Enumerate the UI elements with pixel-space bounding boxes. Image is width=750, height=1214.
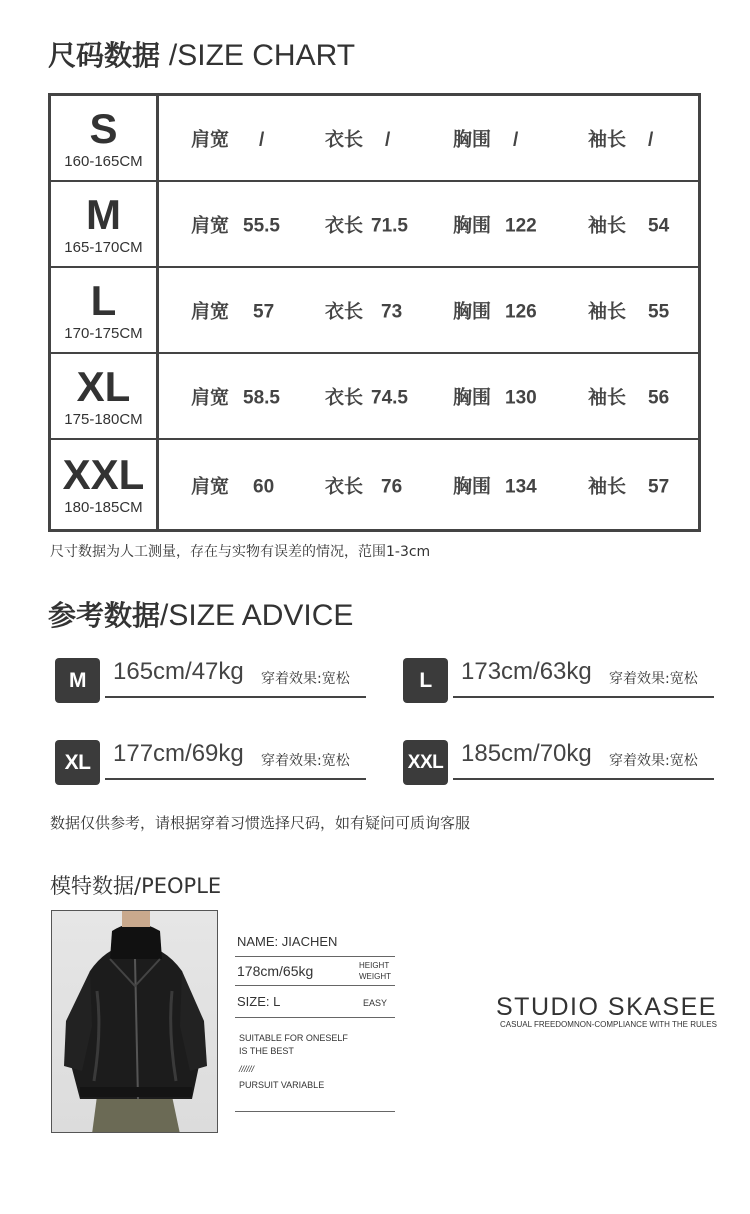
size-label: M (86, 190, 121, 238)
size-range: 165-170CM (64, 238, 143, 256)
size-label: XXL (62, 451, 145, 498)
table-row (51, 96, 698, 182)
advice-item (403, 736, 715, 786)
chest-measure: 胸围 130 (453, 386, 537, 409)
advice-item (403, 654, 715, 704)
model-name: NAME: JIACHEN (237, 934, 338, 949)
size-label: XL (76, 362, 131, 410)
sleeve-measure: 袖长 54 (588, 214, 670, 237)
brand-tagline: CASUAL FREEDOMNON-COMPLIANCE WITH THE RULES (500, 1020, 717, 1029)
table-row (51, 182, 698, 268)
model-illustration (52, 911, 218, 1133)
size-cell (51, 354, 159, 438)
table-row (51, 268, 698, 354)
measurements (159, 182, 698, 266)
model-height-weight: 178cm/65kg (237, 963, 314, 979)
model-size: SIZE: L (237, 994, 281, 1009)
underline (453, 778, 714, 780)
size-cell (51, 268, 159, 352)
slogan-line-4: PURSUIT VARIABLE (239, 1080, 325, 1090)
table-row (51, 440, 698, 529)
measurements (159, 354, 698, 438)
fit-effect: 穿着效果:宽松 (609, 753, 698, 769)
size-advice-title: 参考数据/SIZE ADVICE (48, 599, 354, 632)
divider (235, 985, 395, 986)
size-cell (51, 182, 159, 266)
length-measure: 衣长 74.5 (325, 386, 408, 409)
height-weight: 173cm/63kg (461, 658, 592, 685)
shoulder-measure: 肩宽 / (191, 128, 265, 151)
size-cell (51, 96, 159, 180)
sleeve-measure: 袖长 56 (588, 386, 670, 409)
slogan-line-2: IS THE BEST (239, 1046, 294, 1056)
measurements (159, 268, 698, 352)
fit-effect: 穿着效果:宽松 (609, 671, 698, 687)
divider (235, 956, 395, 957)
measurements (159, 440, 698, 529)
size-range: 170-175CM (64, 324, 143, 342)
underline (453, 696, 714, 698)
height-weight: 185cm/70kg (461, 740, 592, 767)
sleeve-measure: 袖长 55 (588, 300, 670, 323)
chest-measure: 胸围 126 (453, 300, 537, 323)
model-photo (51, 910, 218, 1133)
size-chart-table (48, 93, 701, 532)
underline (105, 696, 366, 698)
advice-item (55, 736, 367, 786)
size-range: 180-185CM (64, 499, 143, 516)
chest-measure: 胸围 / (453, 128, 519, 151)
table-row (51, 354, 698, 440)
length-measure: 衣长 / (325, 128, 391, 151)
size-label: S (89, 104, 118, 152)
sleeve-measure: 袖长 57 (588, 475, 670, 497)
size-cell (51, 440, 159, 529)
chest-measure: 胸围 134 (453, 475, 537, 497)
model-title: 模特数据/PEOPLE (50, 874, 222, 898)
length-measure: 衣长 73 (325, 300, 403, 323)
length-measure: 衣长 71.5 (325, 214, 408, 237)
height-weight: 165cm/47kg (113, 658, 244, 685)
fit-effect: 穿着效果:宽松 (261, 671, 350, 687)
size-chart-title: 尺码数据 /SIZE CHART (48, 39, 356, 72)
sleeve-measure: 袖长 / (588, 128, 654, 151)
height-label: HEIGHT (359, 961, 390, 970)
size-chart-note: 尺寸数据为人工测量，存在与实物有误差的情况，范围1-3cm (50, 544, 431, 560)
size-badge: XXL (403, 740, 448, 785)
length-measure: 衣长 76 (325, 475, 403, 497)
shoulder-measure: 肩宽 60 (191, 475, 275, 497)
model-fit: EASY (363, 998, 388, 1008)
size-badge: M (55, 658, 100, 703)
size-badge: XL (55, 740, 100, 785)
slogan-line-1: SUITABLE FOR ONESELF (239, 1033, 348, 1043)
size-advice-note: 数据仅供参考，请根据穿着习惯选择尺码，如有疑问可质询客服 (50, 814, 471, 832)
shoulder-measure: 肩宽 57 (191, 300, 275, 323)
fit-effect: 穿着效果:宽松 (261, 753, 350, 769)
divider (235, 1111, 395, 1112)
slogan-slashes: ////// (239, 1064, 255, 1074)
size-label: L (90, 276, 117, 324)
shoulder-measure: 肩宽 58.5 (191, 386, 280, 409)
chest-measure: 胸围 122 (453, 214, 537, 237)
advice-item (55, 654, 367, 704)
height-weight: 177cm/69kg (113, 740, 244, 767)
divider (235, 1017, 395, 1018)
measurements (159, 96, 698, 180)
underline (105, 778, 366, 780)
weight-label: WEIGHT (359, 972, 391, 981)
size-range: 175-180CM (64, 410, 143, 428)
size-badge: L (403, 658, 448, 703)
shoulder-measure: 肩宽 55.5 (191, 214, 280, 237)
brand-name: STUDIO SKASEE (496, 993, 717, 1021)
size-range: 160-165CM (64, 152, 143, 170)
